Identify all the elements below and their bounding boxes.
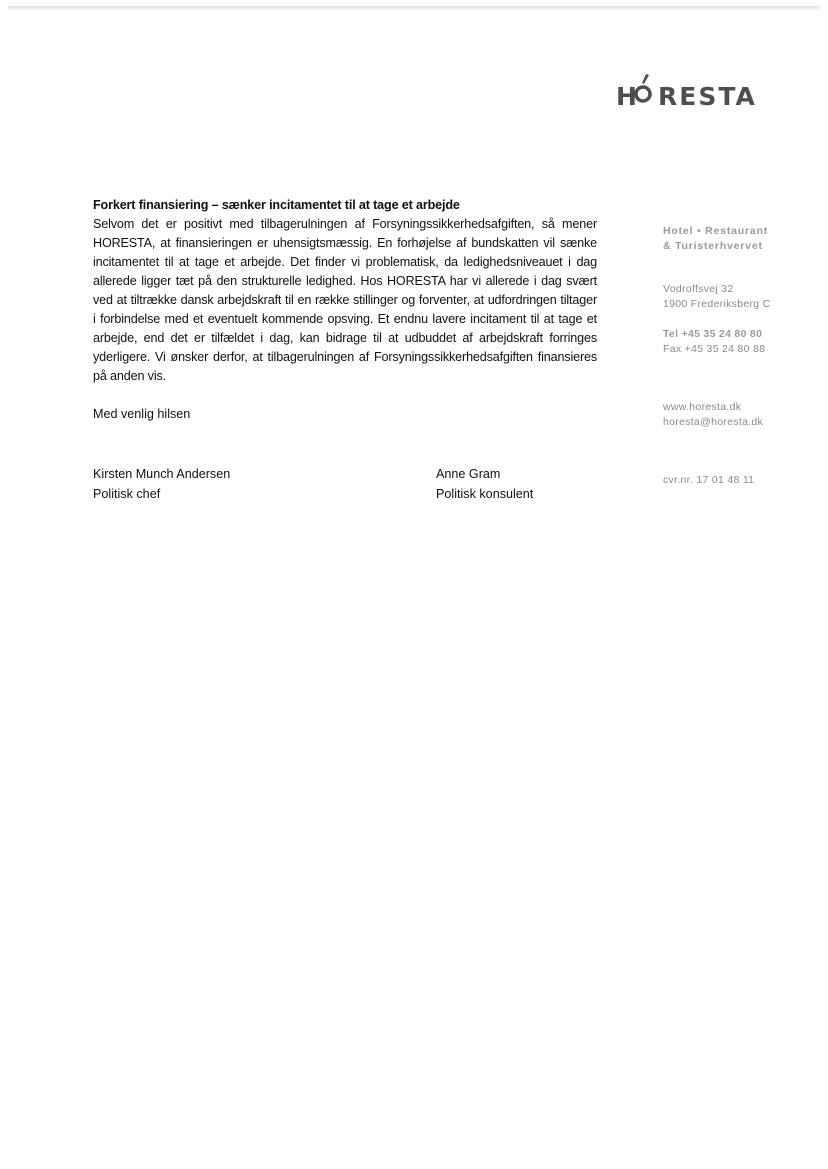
signatory-title: Politisk chef [93,487,161,501]
letter-section [93,196,597,386]
sidebar-web [663,400,803,429]
logo-letter-h: H [616,82,639,111]
website-link[interactable]: www.horesta.dk [663,401,742,413]
brand-line-2: & Turisterhvervet [663,239,763,252]
sidebar-address [663,282,803,311]
address-street: Vodroffsvej 32 [663,283,734,295]
signature-block-1 [93,464,230,504]
logo-letters-resta: RESTA [658,82,757,111]
signature-block-2 [436,464,533,504]
phone-number: Tel +45 35 24 80 80 [663,328,763,340]
closing-greeting: Med venlig hilsen [93,407,191,421]
signatory-name: Anne Gram [436,467,501,481]
horesta-logo [616,74,766,114]
scan-top-edge [8,6,820,10]
sidebar-phone [663,327,803,356]
sidebar-cvr: cvr.nr. 17 01 48 11 [663,474,755,486]
signatory-title: Politisk konsulent [436,487,534,501]
section-body: Selvom det er positivt med tilbagerulningen af Forsyningssikkerhedsafgiften, så mener HORESTA, at finansieringen er uhensigtsmæssig. En forhøjelse af bundskatten vil sænke incitamentet til at tage et arbejde. Det finder vi problematisk, da ledighedsniveauet i dag allerede ligger tæt på den strukturelle ledighed. Hos HORESTA har vi allerede i dag svært ved at tiltrække dansk arbejdskraft til en række stillinger og forventer, at udfordringen tiltager i forbindelse med et eventuelt kommende opsving. Et endnu lavere incitament til at tage et arbejde, end det er tilfældet i dag, kan bidrage til at udbuddet af arbejdskraft forringes yderligere. Vi ønsker derfor, at tilbagerulningen af Forsyningssikkerhedsafgiften finansieres på anden vis. [93,217,597,383]
email-link[interactable]: horesta@horesta.dk [663,415,764,428]
section-heading: Forkert finansiering – sænker incitamentet til at tage et arbejde [93,198,460,212]
signatory-name: Kirsten Munch Andersen [93,467,231,481]
logo-o-icon [616,74,656,114]
address-city: 1900 Frederiksberg C [663,297,771,310]
fax-number: Fax +45 35 24 80 88 [663,342,766,355]
sidebar-brand [663,224,803,253]
brand-line-1: Hotel • Restaurant [663,225,769,237]
